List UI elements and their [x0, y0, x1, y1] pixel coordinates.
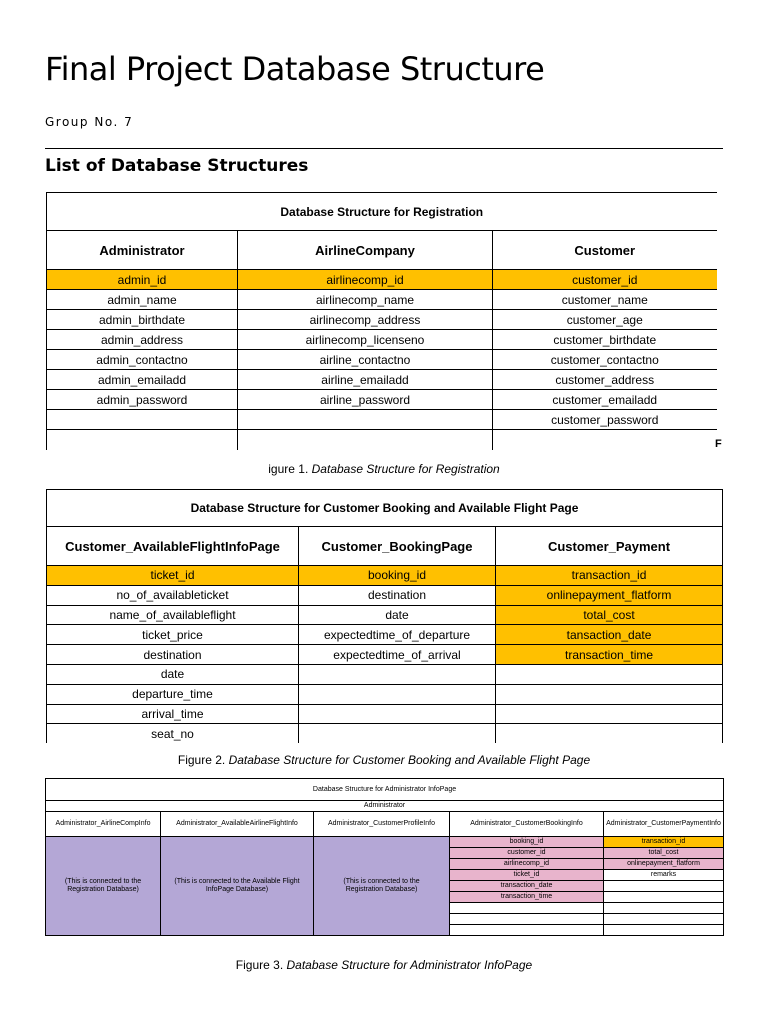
table-cell: transaction_time [496, 645, 723, 665]
booking-field-cell [450, 925, 604, 936]
registration-table-caption: Database Structure for Registration [47, 193, 717, 231]
table-cell: destination [47, 645, 299, 665]
table-cell: admin_birthdate [47, 310, 238, 330]
table-row [47, 625, 723, 645]
table-cell: airline_password [238, 390, 493, 410]
section-heading: List of Database Structures [45, 156, 309, 176]
table-cell: admin_name [47, 290, 238, 310]
table-cell: customer_address [493, 370, 717, 390]
table-cell [299, 704, 496, 724]
table-cell: airline_emailadd [238, 370, 493, 390]
payment-field-cell [604, 925, 724, 936]
payment-field-cell: transaction_id [604, 837, 724, 848]
table-cell: customer_password [493, 410, 717, 430]
booking-table-caption: Database Structure for Customer Booking and Available Flight Page [47, 490, 723, 527]
connection-note-cell: (This is connected to the Registration Database) [46, 837, 161, 936]
table-cell [299, 664, 496, 684]
table-row [47, 290, 717, 310]
booking-field-cell: customer_id [450, 848, 604, 859]
table-row [47, 330, 717, 350]
figure-3-caption: Figure 3. Database Structure for Administrator InfoPage [235, 958, 533, 972]
table-cell: customer_contactno [493, 350, 717, 370]
table-row [47, 605, 723, 625]
table-cell: admin_emailadd [47, 370, 238, 390]
table-cell [496, 704, 723, 724]
booking-field-cell: airlinecomp_id [450, 859, 604, 870]
table-cell: admin_id [47, 270, 238, 290]
table-cell: airline_contactno [238, 350, 493, 370]
col-header-availableairlineflightinfo: Administrator_AvailableAirlineFlightInfo [161, 812, 314, 837]
table-cell: customer_name [493, 290, 717, 310]
table-cell: admin_password [47, 390, 238, 410]
admin-table-caption: Database Structure for Administrator InfoPage [46, 779, 724, 801]
table-row [47, 410, 717, 430]
table-row [47, 390, 717, 410]
table-row [46, 837, 724, 848]
table-cell: airlinecomp_address [238, 310, 493, 330]
table-cell: arrival_time [47, 704, 299, 724]
admin-table-subcaption: Administrator [46, 801, 724, 812]
table-cell: ticket_id [47, 566, 299, 586]
col-header-availableflight: Customer_AvailableFlightInfoPage [47, 527, 299, 566]
col-header-airlinecompany: AirlineCompany [238, 231, 493, 270]
table-cell: airlinecomp_id [238, 270, 493, 290]
booking-table [46, 489, 723, 743]
col-header-administrator: Administrator [47, 231, 238, 270]
table-cell: customer_age [493, 310, 717, 330]
table-row [47, 684, 723, 704]
table-cell: admin_address [47, 330, 238, 350]
table-cell [496, 724, 723, 743]
booking-field-cell [450, 914, 604, 925]
table-cell: ticket_price [47, 625, 299, 645]
booking-field-cell: transaction_date [450, 881, 604, 892]
table-cell: customer_id [493, 270, 717, 290]
table-cell: tansaction_date [496, 625, 723, 645]
col-header-customerprofileinfo: Administrator_CustomerProfileInfo [314, 812, 450, 837]
table-cell: departure_time [47, 684, 299, 704]
table-cell: onlinepayment_flatform [496, 585, 723, 605]
payment-field-cell [604, 892, 724, 903]
table-cell [299, 724, 496, 743]
table-cell: total_cost [496, 605, 723, 625]
table-cell: no_of_availableticket [47, 585, 299, 605]
table-cell: booking_id [299, 566, 496, 586]
table-cell: name_of_availableflight [47, 605, 299, 625]
col-header-customer: Customer [493, 231, 717, 270]
table-cell: admin_contactno [47, 350, 238, 370]
col-header-payment: Customer_Payment [496, 527, 723, 566]
table-cell [238, 430, 493, 451]
payment-field-cell: onlinepayment_flatform [604, 859, 724, 870]
payment-field-cell [604, 881, 724, 892]
connection-note-cell: (This is connected to the Registration Database) [314, 837, 450, 936]
table-cell: expectedtime_of_arrival [299, 645, 496, 665]
booking-field-cell [450, 903, 604, 914]
booking-field-cell: transaction_time [450, 892, 604, 903]
booking-field-cell: ticket_id [450, 870, 604, 881]
table-row [47, 704, 723, 724]
table-cell: seat_no [47, 724, 299, 743]
table-cell: transaction_id [496, 566, 723, 586]
table-row [47, 645, 723, 665]
table-cell [299, 684, 496, 704]
col-header-bookingpage: Customer_BookingPage [299, 527, 496, 566]
figure-2-caption: Figure 2. Database Structure for Customer Booking and Available Flight Page [177, 753, 591, 767]
table-cell [238, 410, 493, 430]
table-cell [47, 430, 238, 451]
payment-field-cell [604, 903, 724, 914]
table-cell [493, 430, 717, 451]
table-cell: destination [299, 585, 496, 605]
table-cell [47, 410, 238, 430]
table-cell: airlinecomp_licenseno [238, 330, 493, 350]
payment-field-cell: remarks [604, 870, 724, 881]
col-header-customerbookinginfo: Administrator_CustomerBookingInfo [450, 812, 604, 837]
table-row [47, 370, 717, 390]
table-row [47, 585, 723, 605]
table-row [47, 350, 717, 370]
figure-1-caption: igure 1. Database Structure for Registration [268, 462, 500, 476]
table-cell: customer_birthdate [493, 330, 717, 350]
connection-note-cell: (This is connected to the Available Flight InfoPage Database) [161, 837, 314, 936]
payment-field-cell [604, 914, 724, 925]
table-cell: date [299, 605, 496, 625]
admin-infopage-table [45, 778, 724, 936]
cropped-text: F [715, 438, 722, 450]
table-row [47, 430, 717, 451]
registration-table [46, 192, 717, 450]
table-cell [496, 664, 723, 684]
group-number: Group No. 7 [45, 115, 134, 129]
table-row [47, 310, 717, 330]
horizontal-rule [45, 148, 723, 149]
col-header-airlinecompinfo: Administrator_AirlineCompInfo [46, 812, 161, 837]
table-cell: date [47, 664, 299, 684]
col-header-customerpaymentinfo: Administrator_CustomerPaymentInfo [604, 812, 724, 837]
table-row [47, 270, 717, 290]
table-cell: expectedtime_of_departure [299, 625, 496, 645]
table-row [47, 566, 723, 586]
table-cell: airlinecomp_name [238, 290, 493, 310]
table-cell [496, 684, 723, 704]
table-row [47, 724, 723, 743]
booking-field-cell: booking_id [450, 837, 604, 848]
document-title: Final Project Database Structure [45, 50, 545, 88]
table-cell: customer_emailadd [493, 390, 717, 410]
payment-field-cell: total_cost [604, 848, 724, 859]
table-row [47, 664, 723, 684]
